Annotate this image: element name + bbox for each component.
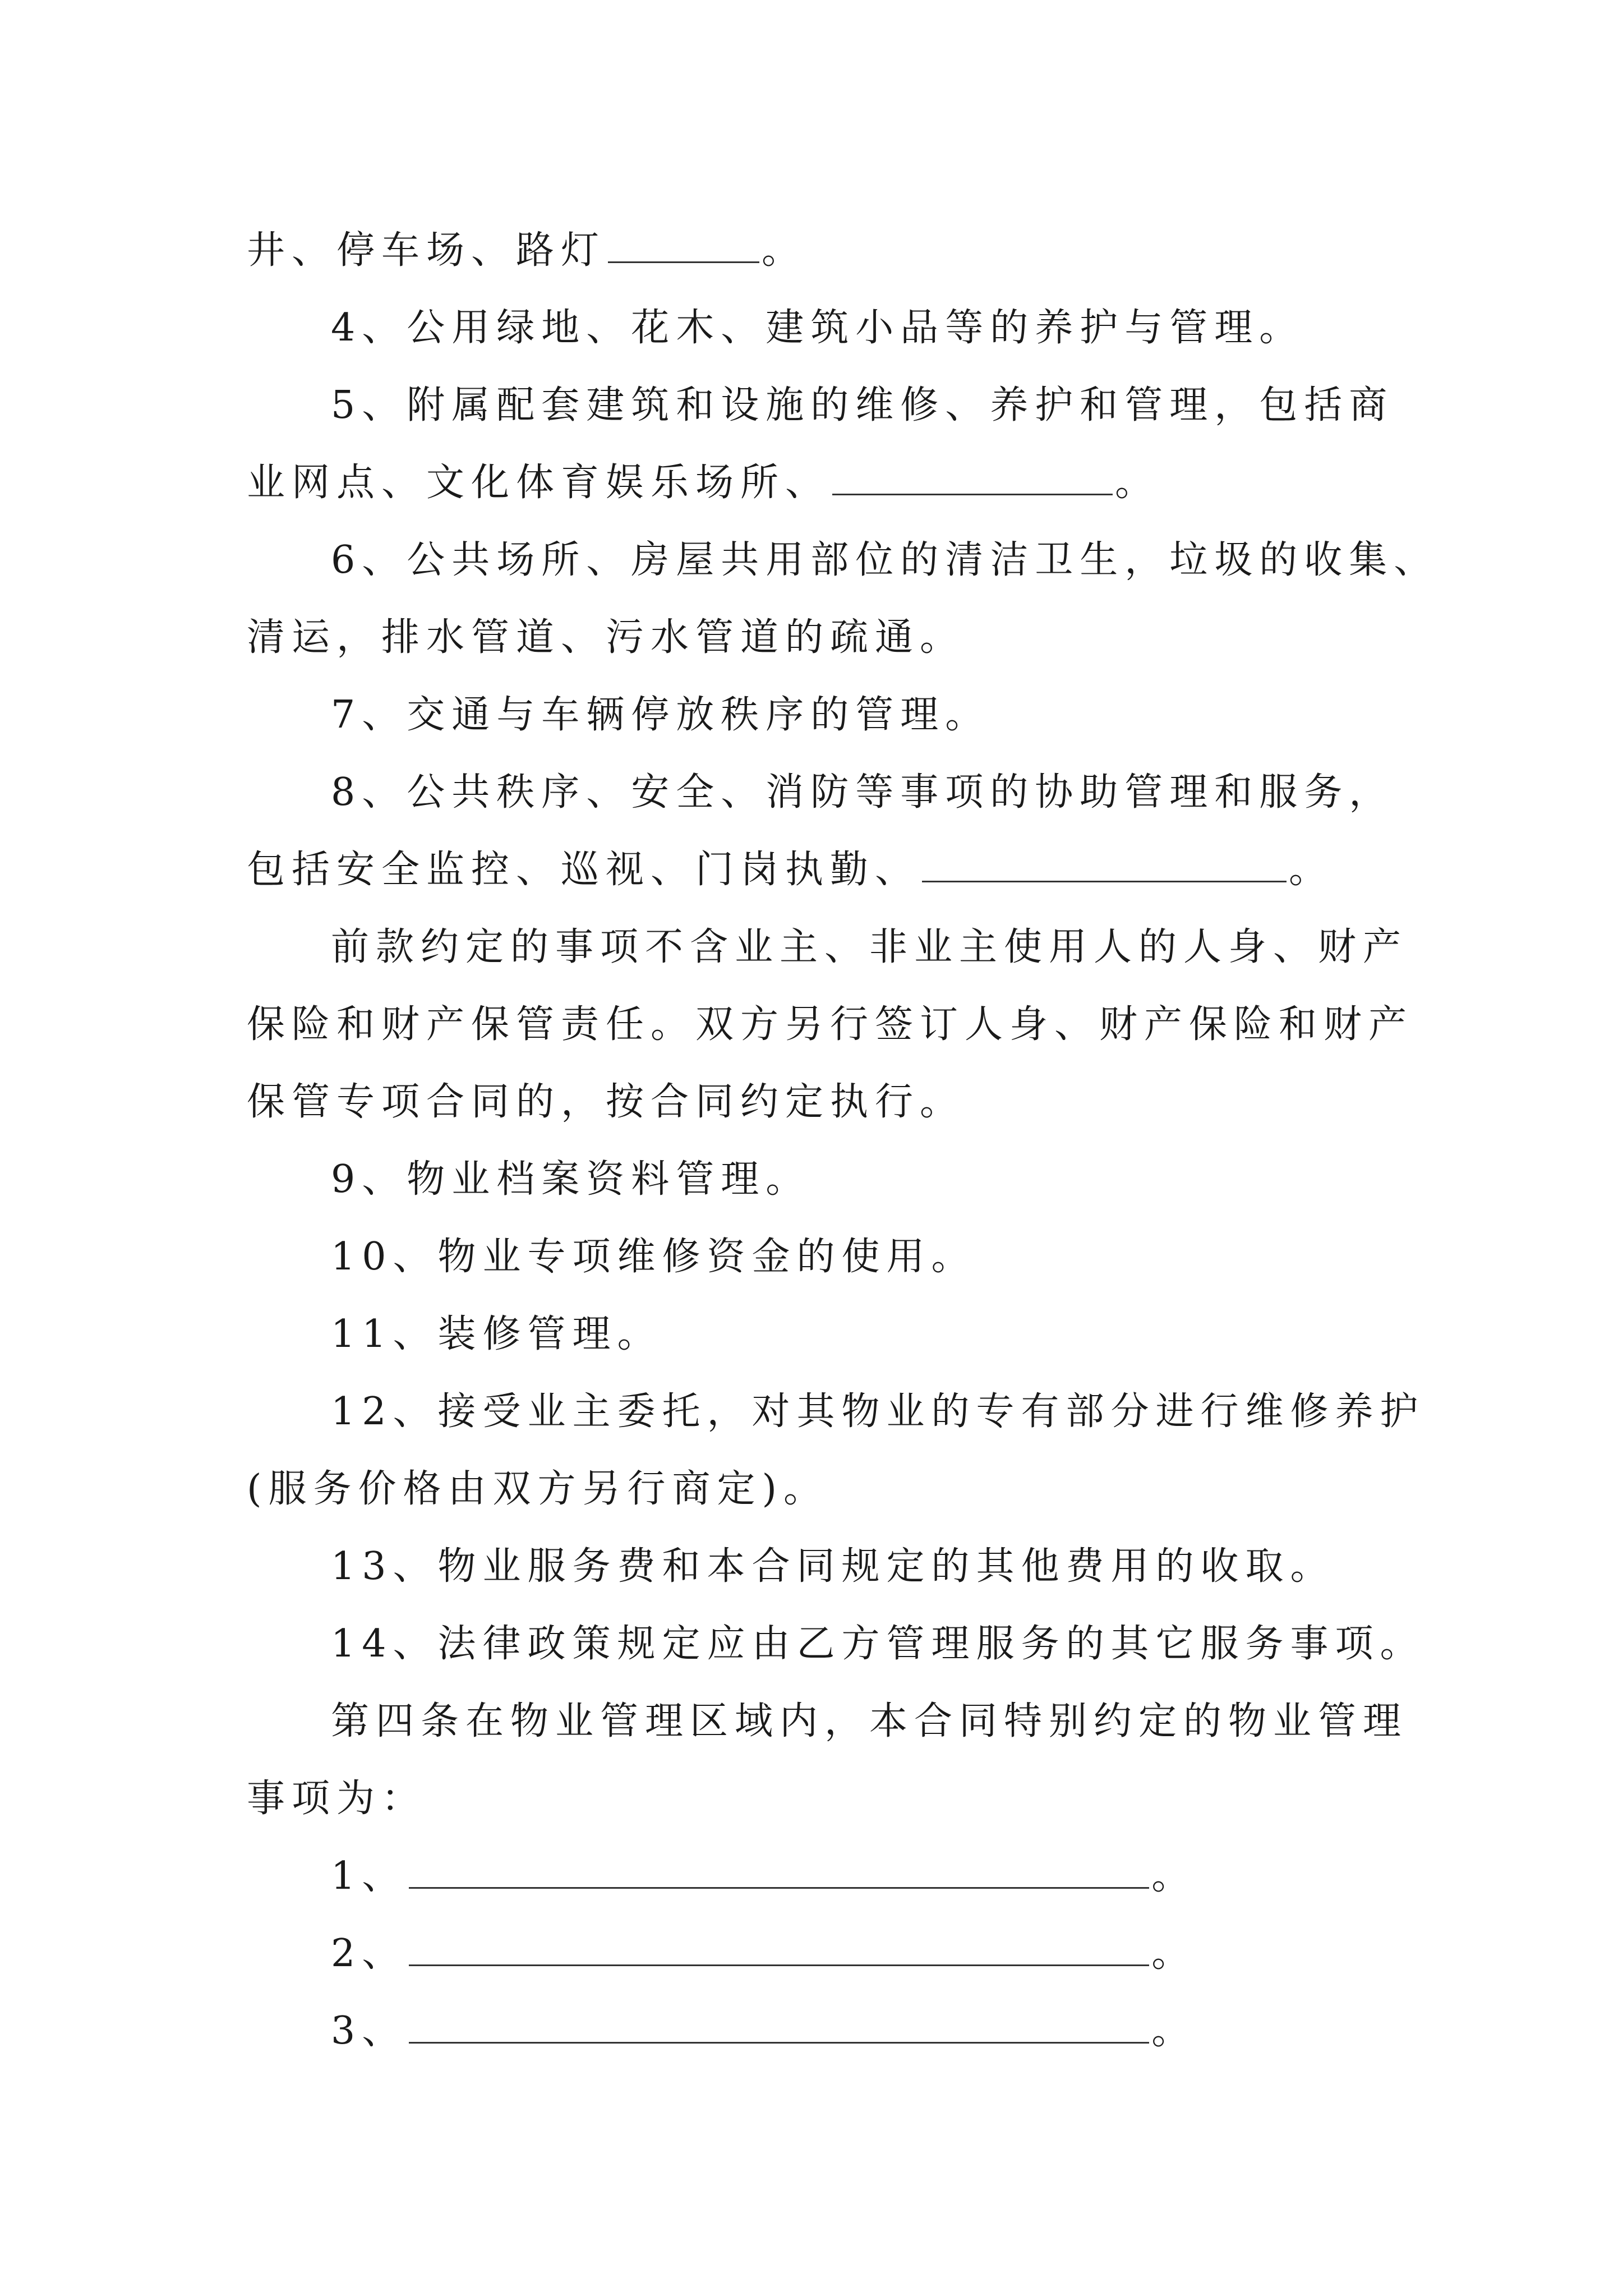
text-line: 清运，排水管道、污水管道的疏通。 [247, 615, 965, 660]
text-line: 保险和财产保管责任。双方另行签订人身、财产保险和财产 [247, 1002, 1414, 1047]
text-line: 12、接受业主委托，对其物业的专有部分进行维修养护 [331, 1389, 1425, 1434]
text-line: 7、交通与车辆停放秩序的管理。 [331, 693, 990, 737]
text: 。 [1151, 1931, 1197, 1976]
text-line: 第四条在物业管理区域内，本合同特别约定的物业管理 [331, 1699, 1408, 1743]
text-line [247, 1915, 1391, 1993]
text-line: 10、物业专项维修资金的使用。 [331, 1235, 976, 1279]
text: 2、 [331, 1931, 407, 1976]
text-line [247, 1838, 1391, 1915]
text-line: 前款约定的事项不含业主、非业主使用人的人身、财产 [331, 925, 1408, 969]
fill-in-blank [922, 849, 1287, 882]
text: 。 [762, 228, 807, 273]
text: 3、 [331, 2009, 407, 2053]
text-line [247, 1993, 1391, 2070]
text-line: 6、公共场所、房屋共用部位的清洁卫生，垃圾的收集、 [331, 538, 1439, 582]
text-line: 8、公共秩序、安全、消防等事项的协助管理和服务， [331, 770, 1394, 815]
text: 。 [1289, 848, 1334, 892]
document-body [247, 212, 1439, 2070]
text-line: (服务价格由双方另行商定)。 [247, 1467, 829, 1511]
text: 业网点、文化体育娱乐场所、 [247, 461, 831, 505]
text-line: 4、公用绿地、花木、建筑小品等的养护与管理。 [331, 306, 1304, 350]
text-line [247, 444, 1391, 522]
text-line: 9、物业档案资料管理。 [331, 1157, 811, 1202]
text-line: 14、法律政策规定应由乙方管理服务的其它服务事项。 [331, 1622, 1425, 1666]
text-line: 13、物业服务费和本合同规定的其他费用的收取。 [331, 1544, 1335, 1589]
fill-in-blank [409, 1933, 1149, 1966]
fill-in-blank [608, 230, 759, 263]
text-line: 事项为： [247, 1777, 427, 1821]
text-line [247, 831, 1391, 909]
text: 包括安全监控、巡视、门岗执勤、 [247, 848, 920, 892]
text-line [247, 212, 1391, 289]
fill-in-blank [409, 2010, 1149, 2044]
fill-in-blank [832, 462, 1113, 495]
text: 井、停车场、路灯 [247, 228, 606, 273]
text: 。 [1151, 2009, 1197, 2053]
text-line: 保管专项合同的，按合同约定执行。 [247, 1080, 965, 1124]
text: 1、 [331, 1854, 407, 1898]
text: 。 [1115, 461, 1160, 505]
text-line: 5、附属配套建筑和设施的维修、养护和管理，包括商 [331, 383, 1394, 427]
text-line: 11、装修管理。 [331, 1312, 662, 1356]
fill-in-blank [409, 1856, 1149, 1889]
text: 。 [1151, 1854, 1197, 1898]
